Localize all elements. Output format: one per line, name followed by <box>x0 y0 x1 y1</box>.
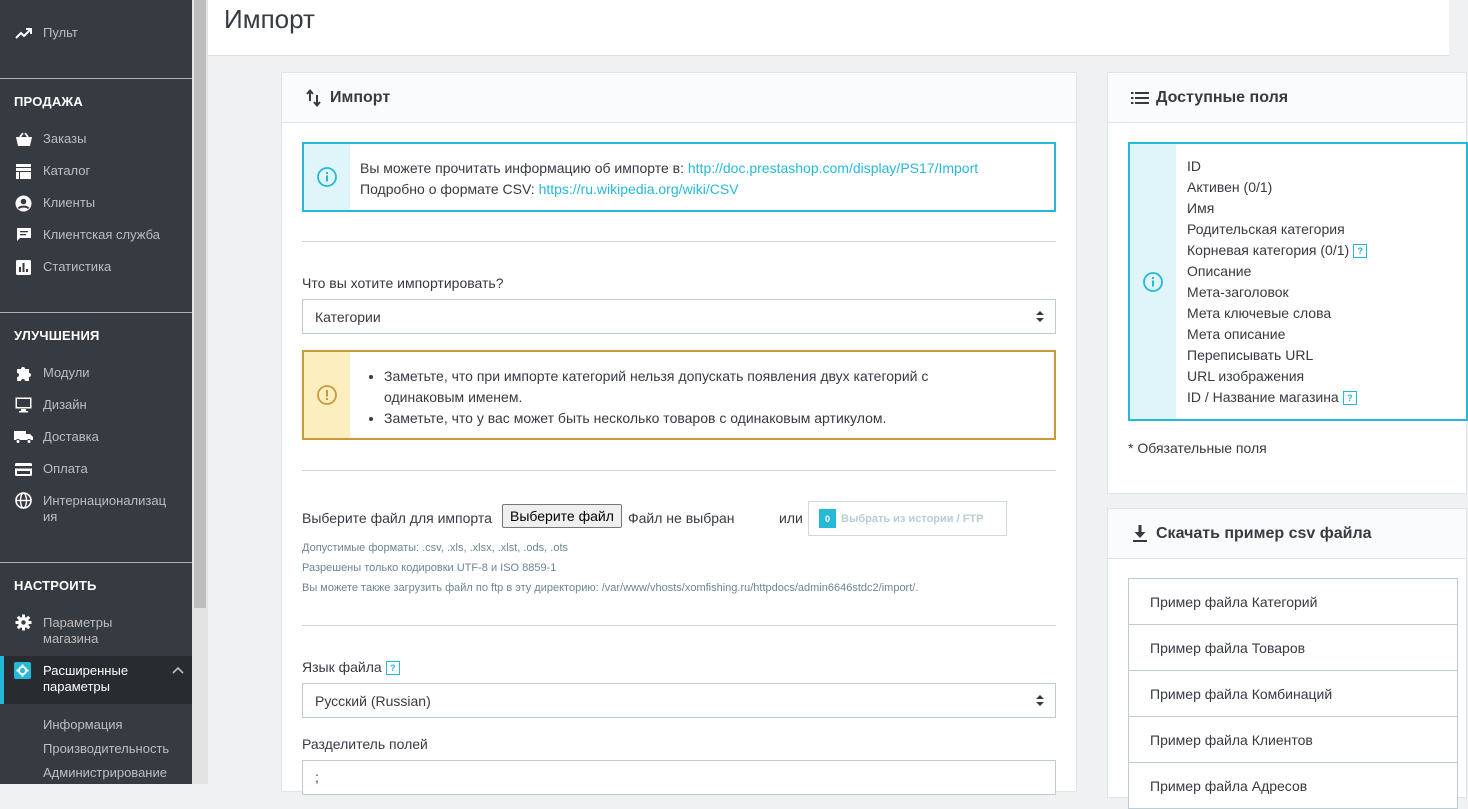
field-item: Переписывать URL <box>1187 347 1314 363</box>
sidebar-item-label: Пульт <box>43 25 78 40</box>
divider <box>302 241 1056 242</box>
section-sell: ПРОДАЖА <box>14 94 83 109</box>
ftp-history-button[interactable] <box>808 501 1007 536</box>
import-type-label: Что вы хотите импортировать? <box>302 275 504 291</box>
input-value: ; <box>315 769 319 785</box>
help-icon[interactable]: ? <box>386 661 400 675</box>
field-item <box>1187 242 1367 258</box>
submenu-item-administration[interactable]: Администрирование <box>43 765 167 780</box>
basket-icon <box>14 130 33 149</box>
sample-combinations-link[interactable]: Пример файла Комбинаций <box>1128 670 1458 717</box>
doc-link[interactable]: http://doc.prestashop.com/display/PS17/Import <box>687 160 979 176</box>
field-separator-label: Разделитель полей <box>302 736 428 752</box>
sidebar-item-customers[interactable] <box>0 187 192 219</box>
import-card <box>281 72 1077 792</box>
sidebar-item-payment[interactable] <box>0 453 192 485</box>
sidebar-item-stats[interactable] <box>0 251 192 283</box>
field-item: Описание <box>1187 263 1252 279</box>
globe-icon <box>14 491 33 510</box>
trending-up-icon <box>14 24 33 43</box>
field-item: Мета ключевые слова <box>1187 305 1332 321</box>
file-language-label <box>302 659 400 675</box>
warning-item <box>384 366 928 408</box>
field-item: ID <box>1187 158 1201 174</box>
field-item <box>1187 389 1357 405</box>
submenu-item-information[interactable]: Информация <box>43 717 123 732</box>
field-item: Имя <box>1187 200 1215 216</box>
import-type-select[interactable] <box>302 299 1056 334</box>
info-alert-text <box>350 144 978 210</box>
label-line: Расширенные <box>43 663 129 678</box>
card-title: Импорт <box>330 88 391 106</box>
fields-list-box <box>1128 142 1468 421</box>
label-line: Параметры <box>43 615 113 630</box>
label-line: ия <box>43 509 58 524</box>
hint-formats: Допустимые форматы: .csv, .xls, .xlsx, .xlst, .ods, .ots <box>302 542 569 554</box>
available-fields-card <box>1107 72 1467 494</box>
section-configure: НАСТРОИТЬ <box>14 578 97 593</box>
help-icon[interactable]: ? <box>1353 244 1367 258</box>
truck-icon <box>14 428 33 447</box>
sidebar-item-label: Оплата <box>43 461 88 476</box>
sidebar-item-design[interactable] <box>0 389 192 421</box>
field-item: Родительская категория <box>1187 221 1345 237</box>
choose-file-button[interactable]: Выберите файл <box>502 504 622 528</box>
download-samples-card <box>1107 508 1467 798</box>
csv-wiki-link[interactable]: https://ru.wikipedia.org/wiki/CSV <box>538 181 739 197</box>
select-value: Русский (Russian) <box>315 692 431 709</box>
sidebar-item-orders[interactable] <box>0 123 192 155</box>
field-text: Корневая категория (0/1) <box>1187 242 1350 258</box>
info-text: Вы можете прочитать информацию об импорте в: <box>360 160 688 176</box>
gear-icon <box>14 613 33 632</box>
store-icon <box>14 162 33 181</box>
sidebar-item-shipping[interactable] <box>0 421 192 453</box>
sidebar-item-modules[interactable] <box>0 357 192 389</box>
warning-alert <box>302 350 1056 440</box>
sidebar-scrollbar-thumb[interactable] <box>194 0 206 608</box>
sample-addresses-link[interactable]: Пример файла Адресов <box>1128 762 1458 809</box>
sidebar-item-customer-service[interactable] <box>0 219 192 251</box>
sidebar-item-advanced[interactable] <box>0 656 192 704</box>
divider <box>0 312 192 313</box>
sample-categories-link[interactable]: Пример файла Категорий <box>1128 578 1458 625</box>
sidebar-item-label <box>43 663 128 695</box>
sidebar-item-label <box>43 493 166 525</box>
fields-card-header <box>1108 73 1466 123</box>
field-separator-input[interactable] <box>302 760 1056 795</box>
sample-products-link[interactable]: Пример файла Товаров <box>1128 624 1458 671</box>
help-icon[interactable]: ? <box>1343 391 1357 405</box>
field-item: Активен (0/1) <box>1187 179 1273 195</box>
label-line: параметры <box>43 679 110 694</box>
divider <box>302 625 1056 626</box>
label-line: Интернационализац <box>43 493 167 508</box>
download-icon <box>1130 524 1150 544</box>
sidebar-item-label: Дизайн <box>43 397 87 412</box>
chevron-up-icon[interactable] <box>172 666 184 674</box>
card-title: Скачать пример csv файла <box>1156 524 1372 542</box>
divider <box>0 562 192 563</box>
warning-text: Заметьте, что при импорте категорий нельзя допускать появления двух категорий с <box>384 368 929 384</box>
sidebar-item-shop-params[interactable] <box>0 607 192 655</box>
assessment-icon <box>14 258 33 277</box>
ftp-button-label: Выбрать из истории / FTP <box>841 512 984 525</box>
chat-icon <box>14 226 33 245</box>
label-text: Язык файла <box>302 659 382 675</box>
sidebar-item-label: Статистика <box>43 259 112 274</box>
or-label: или <box>779 510 803 526</box>
file-language-select[interactable] <box>302 683 1056 718</box>
sidebar-item-label: Каталог <box>43 163 91 178</box>
card-title: Доступные поля <box>1156 88 1289 106</box>
page-title: Импорт <box>224 4 315 34</box>
label-line: магазина <box>43 631 99 646</box>
import-export-icon <box>304 88 324 108</box>
section-improve: УЛУЧШЕНИЯ <box>14 328 100 343</box>
list-icon <box>1130 88 1150 108</box>
file-label: Выберите файл для импорта <box>302 510 492 526</box>
sidebar-item-catalog[interactable] <box>0 155 192 187</box>
field-text: ID / Название магазина <box>1187 389 1339 405</box>
warning-item: • Заметьте, что у вас может быть несколько товаров с одинаковым артикулом. <box>384 408 928 429</box>
account-circle-icon <box>14 194 33 213</box>
warning-text: одинаковым именем. <box>384 389 523 405</box>
sidebar-item-label: Заказы <box>43 131 87 146</box>
sidebar-item-dashboard[interactable] <box>0 17 192 49</box>
sidebar-item-label: Модули <box>43 365 90 380</box>
puzzle-icon <box>14 364 33 383</box>
field-item: Мета описание <box>1187 326 1286 342</box>
download-card-header <box>1108 509 1466 559</box>
warning-list <box>350 352 928 438</box>
credit-card-icon <box>14 460 33 479</box>
divider <box>302 470 1056 471</box>
hint-encoding: Разрешены только кодировки UTF-8 и ISO 8859-1 <box>302 562 557 574</box>
select-arrows-icon <box>1036 694 1044 707</box>
sidebar-item-label: Клиенты <box>43 195 96 210</box>
warning-icon <box>304 352 350 438</box>
select-value: Категории <box>315 308 381 325</box>
info-line <box>360 179 978 200</box>
divider <box>0 78 192 79</box>
info-icon <box>304 144 350 210</box>
sidebar-item-label <box>43 615 112 647</box>
submenu-item-performance[interactable]: Производительность <box>43 741 170 756</box>
sidebar-item-international[interactable] <box>0 485 192 533</box>
info-text: Подробно о формате CSV: <box>360 181 539 197</box>
ftp-count-badge: 0 <box>819 509 836 528</box>
field-item: Мета-заголовок <box>1187 284 1289 300</box>
sample-customers-link[interactable]: Пример файла Клиентов <box>1128 716 1458 763</box>
info-line <box>360 158 978 179</box>
import-card-header <box>282 73 1076 123</box>
info-icon <box>1130 144 1176 419</box>
info-alert <box>302 142 1056 212</box>
desktop-icon <box>14 396 33 415</box>
select-arrows-icon <box>1036 310 1044 323</box>
field-item: URL изображения <box>1187 368 1305 384</box>
page-header <box>208 0 1449 56</box>
hint-ftp: Вы можете также загрузить файл по ftp в эту директорию: /var/www/vhosts/xomfishing.ru/httpdocs/admin6646stdc2/import/. <box>302 582 919 594</box>
settings-applications-icon <box>14 662 31 679</box>
sidebar <box>0 0 192 784</box>
required-note: * Обязательные поля <box>1128 440 1267 456</box>
file-status: Файл не выбран <box>628 510 735 526</box>
sidebar-item-label: Доставка <box>43 429 99 444</box>
sidebar-item-label: Клиентская служба <box>43 227 160 242</box>
